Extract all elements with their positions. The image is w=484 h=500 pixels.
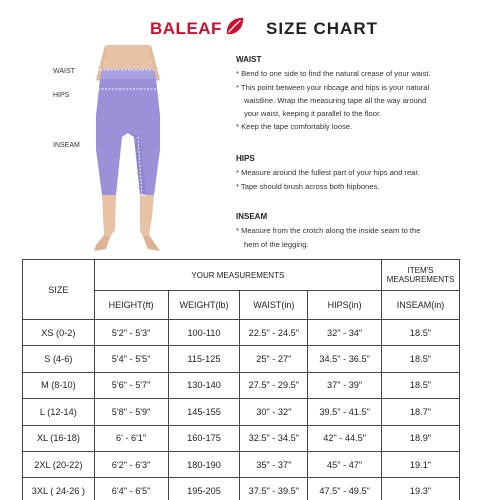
size-cell: 3XL ( 24-26 ) xyxy=(23,478,95,500)
column-header: WEIGHT(lb) xyxy=(168,291,240,320)
weight-cell: 100-110 xyxy=(168,320,240,346)
items-measurements-header: ITEM'S MEASUREMENTS xyxy=(382,260,460,291)
instruction-line: waistline. Wrap the measuring tape all the way around xyxy=(244,95,427,105)
brand-name: BALEAF xyxy=(150,19,222,38)
weight-cell: 145-155 xyxy=(168,399,240,425)
hips-instructions xyxy=(236,152,476,193)
table-row xyxy=(23,320,460,346)
model-figure xyxy=(60,45,185,255)
size-table xyxy=(22,259,460,500)
section-title: HIPS xyxy=(236,154,255,163)
hips-cell: 42" - 44.5" xyxy=(308,425,382,451)
section-title: INSEAM xyxy=(236,212,268,221)
weight-cell: 180-190 xyxy=(168,451,240,477)
table-row xyxy=(23,451,460,477)
inseam-label: INSEAM xyxy=(53,142,80,149)
column-header: HEIGHT(ft) xyxy=(94,291,168,320)
instruction-line: * Keep the tape comfortably loose. xyxy=(236,122,353,132)
brand-logo xyxy=(150,19,246,39)
waist-cell: 32.5" - 34.5" xyxy=(240,425,308,451)
table-row xyxy=(23,399,460,425)
section-title: WAIST xyxy=(236,55,262,64)
column-header: HIPS(in) xyxy=(308,291,382,320)
inseam-cell: 18.7" xyxy=(382,399,460,425)
size-cell: M (8-10) xyxy=(23,372,95,398)
hips-cell: 37" - 39" xyxy=(308,372,382,398)
instruction-line: * This point between your ribcage and hips is your natural xyxy=(236,82,430,92)
inseam-cell: 18.5" xyxy=(382,346,460,372)
height-cell: 5'6" - 5'7" xyxy=(94,372,168,398)
hips-cell: 32" - 34" xyxy=(308,320,382,346)
height-cell: 6'2" - 6'3" xyxy=(94,451,168,477)
size-cell: XL (16-18) xyxy=(23,425,95,451)
inseam-cell: 18.5" xyxy=(382,372,460,398)
column-header: WAIST(in) xyxy=(240,291,308,320)
size-cell: S (4-6) xyxy=(23,346,95,372)
your-measurements-header: YOUR MEASUREMENTS xyxy=(94,260,381,291)
table-row xyxy=(23,372,460,398)
height-cell: 6' - 6'1" xyxy=(94,425,168,451)
page-title: SIZE CHART xyxy=(266,19,378,38)
instruction-line: your waist, keeping it parallel to the floor. xyxy=(244,109,382,119)
hips-cell: 39.5" - 41.5" xyxy=(308,399,382,425)
instruction-line: * Tape should brush across both hipbones. xyxy=(236,181,380,191)
legging-illustration xyxy=(60,45,185,255)
table-row xyxy=(23,425,460,451)
inseam-cell: 19.1" xyxy=(382,451,460,477)
hips-label: HIPS xyxy=(53,92,70,99)
instruction-line: * Measure around the fullest part of your hips and rear. xyxy=(236,168,420,178)
hips-cell: 47.5" - 49.5" xyxy=(308,478,382,500)
leaf-icon xyxy=(224,15,246,37)
inseam-cell: 18.9" xyxy=(382,425,460,451)
hips-cell: 45" - 47" xyxy=(308,451,382,477)
waist-cell: 22.5" - 24.5" xyxy=(240,320,308,346)
height-cell: 6'4" - 6'5" xyxy=(94,478,168,500)
weight-cell: 130-140 xyxy=(168,372,240,398)
size-cell: XS (0-2) xyxy=(23,320,95,346)
size-cell: L (12-14) xyxy=(23,399,95,425)
size-header: SIZE xyxy=(23,260,95,320)
waist-cell: 35" - 37" xyxy=(240,451,308,477)
waist-cell: 25" - 27" xyxy=(240,346,308,372)
waist-cell: 37.5" - 39.5" xyxy=(240,478,308,500)
weight-cell: 160-175 xyxy=(168,425,240,451)
waist-cell: 30" - 32" xyxy=(240,399,308,425)
instruction-line: * Measure from the crotch along the inside seam to the xyxy=(236,226,421,236)
inseam-instructions xyxy=(236,210,476,251)
table-row xyxy=(23,346,460,372)
waist-cell: 27.5" - 29.5" xyxy=(240,372,308,398)
weight-cell: 195-205 xyxy=(168,478,240,500)
size-cell: 2XL (20-22) xyxy=(23,451,95,477)
height-cell: 5'4" - 5'5" xyxy=(94,346,168,372)
inseam-cell: 19.3" xyxy=(382,478,460,500)
hips-cell: 34.5" - 36.5" xyxy=(308,346,382,372)
height-cell: 5'2" - 5'3" xyxy=(94,320,168,346)
height-cell: 5'8" - 5'9" xyxy=(94,399,168,425)
column-header: INSEAM(in) xyxy=(382,291,460,320)
table-row xyxy=(23,478,460,500)
inseam-cell: 18.5" xyxy=(382,320,460,346)
instruction-line: hem of the legging. xyxy=(244,239,309,249)
instruction-line: * Bend to one side to find the natural crease of your waist. xyxy=(236,69,431,79)
weight-cell: 115-125 xyxy=(168,346,240,372)
waist-label: WAIST xyxy=(53,68,75,75)
waist-instructions xyxy=(236,53,476,134)
